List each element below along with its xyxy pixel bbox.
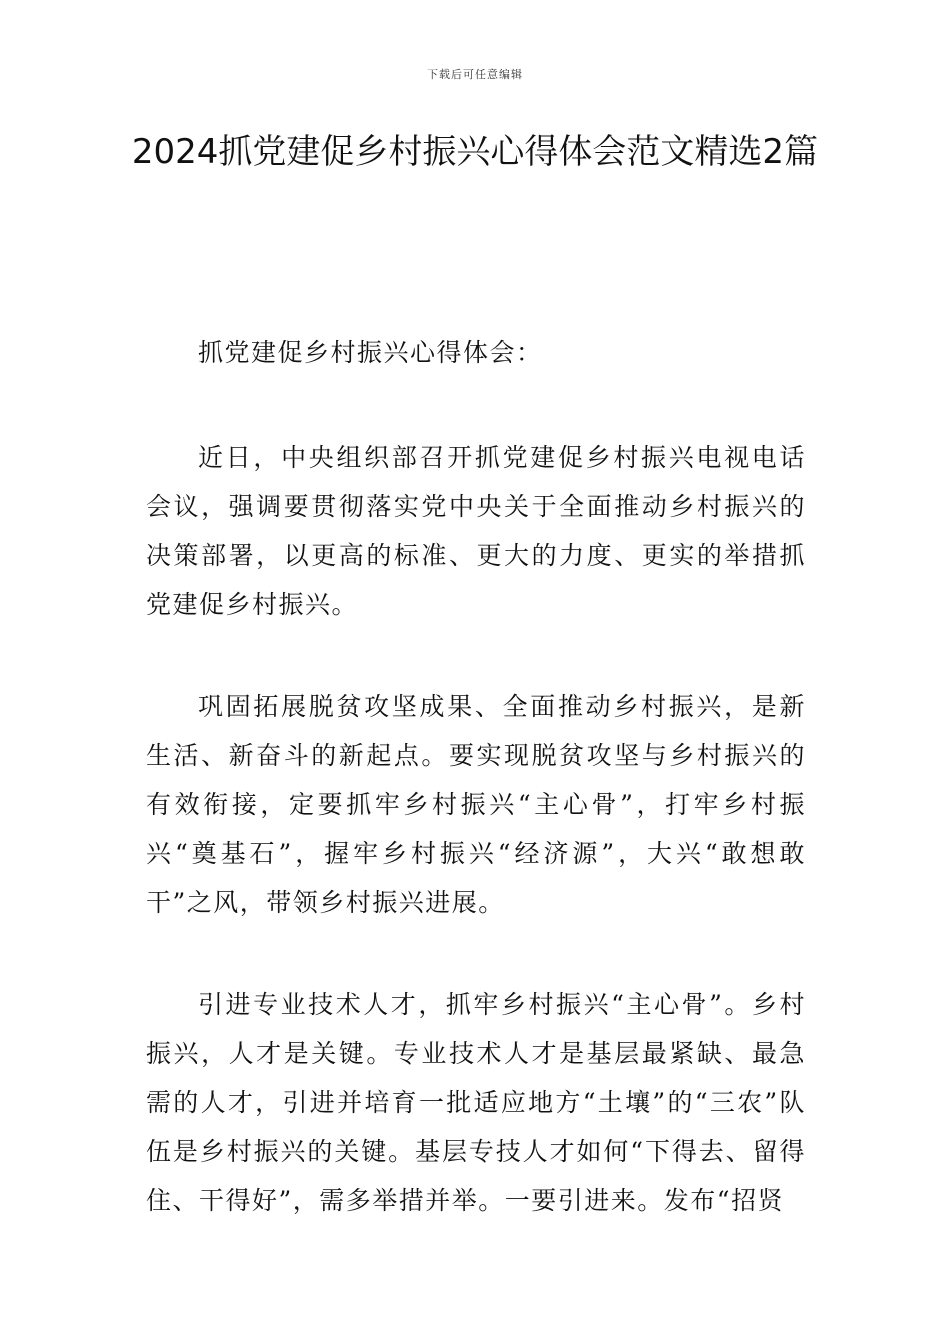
page-header-note: 下载后可任意编辑 bbox=[427, 68, 523, 81]
paragraph-3: 引进专业技术人才，抓牢乡村振兴“主心骨”。乡村振兴，人才是关键。专业技术人才是基层最紧缺、最急需的人才，引进并培育一批适应地方“土壤”的“三农”队伍是乡村振兴的关键。基层专技人才如何“下得去、留得住、干得好”，需多举措并举。一要引进来。发布“招贤 bbox=[146, 990, 807, 1215]
paragraph-subtitle: 抓党建促乡村振兴心得体会： bbox=[198, 338, 543, 367]
document-body bbox=[146, 328, 806, 1278]
paragraph-2: 巩固拓展脱贫攻坚成果、全面推动乡村振兴，是新生活、新奋斗的新起点。要实现脱贫攻坚与乡村振兴的有效衔接，定要抓牢乡村振兴“主心骨”，打牢乡村振兴“奠基石”，握牢乡村振兴“经济源”，大兴“敢想敢干”之风，带领乡村振兴进展。 bbox=[146, 692, 806, 917]
paragraph-1: 近日，中央组织部召开抓党建促乡村振兴电视电话会议，强调要贯彻落实党中央关于全面推动乡村振兴的决策部署，以更高的标准、更大的力度、更实的举措抓党建促乡村振兴。 bbox=[146, 443, 806, 619]
document-title: 2024抓党建促乡村振兴心得体会范文精选2篇 bbox=[131, 132, 819, 172]
